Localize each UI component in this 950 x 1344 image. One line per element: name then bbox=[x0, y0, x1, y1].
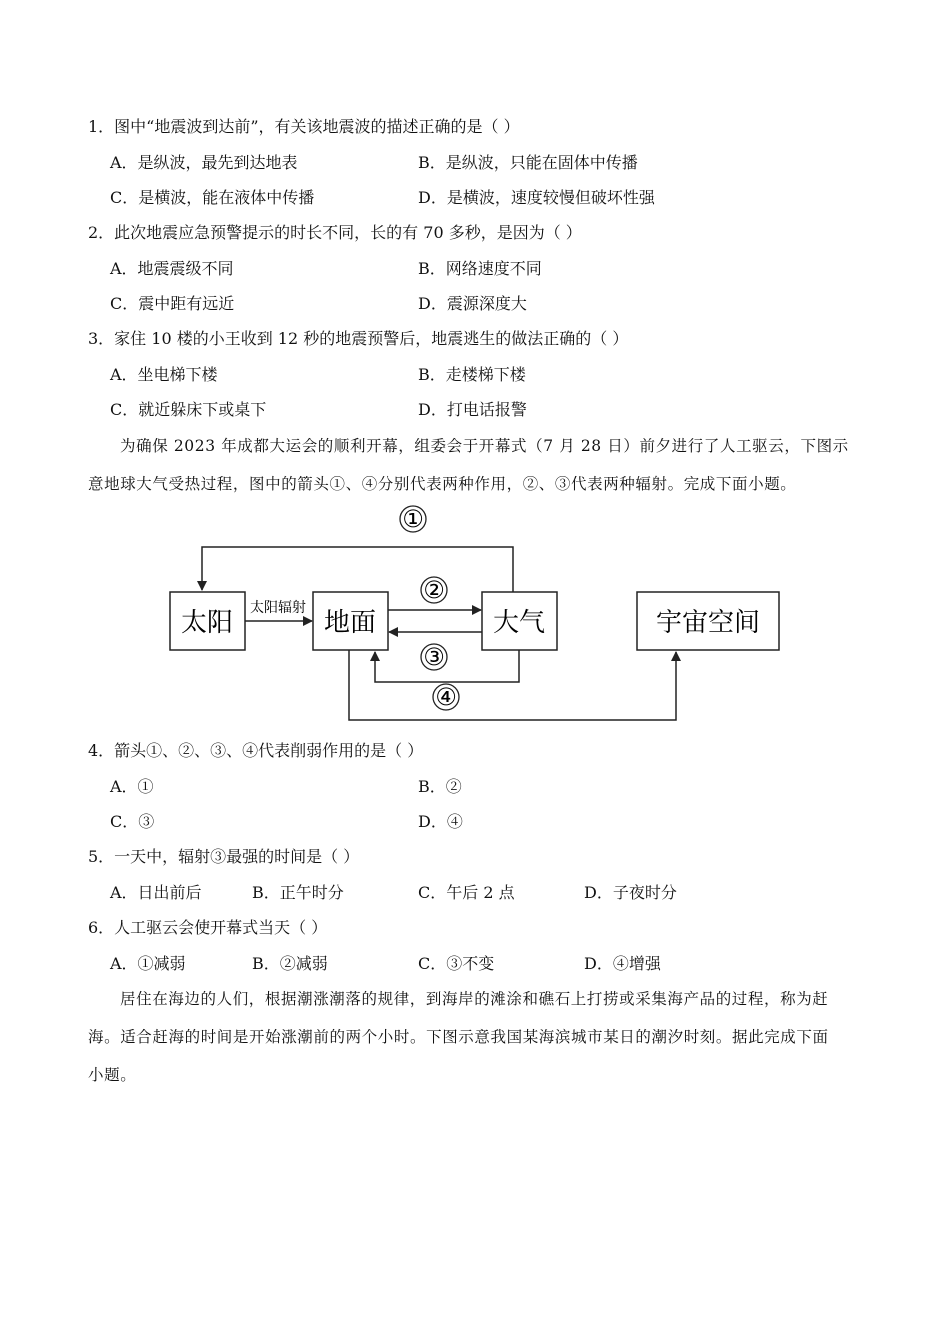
q6-option-d: D．④增强 bbox=[584, 954, 661, 973]
arrow-3-label: ③ bbox=[423, 643, 445, 671]
q4-option-a: A．① bbox=[110, 777, 154, 796]
q5-option-c: C．午后 2 点 bbox=[418, 883, 515, 902]
q5-option-b: B．正午时分 bbox=[252, 883, 344, 902]
q6-option-a: A．①减弱 bbox=[110, 954, 186, 973]
q3-option-d: D．打电话报警 bbox=[418, 400, 527, 419]
q3-option-c: C．就近躲床下或桌下 bbox=[110, 400, 267, 419]
sun-label: 太阳 bbox=[180, 608, 234, 638]
q2-option-c: C．震中距有远近 bbox=[110, 294, 235, 313]
q5-stem: 5．一天中，辐射③最强的时间是（ ） bbox=[88, 847, 360, 866]
q1-option-a: A．是纵波，最先到达地表 bbox=[110, 153, 298, 172]
q2-option-b: B．网络速度不同 bbox=[418, 259, 542, 278]
q6-stem: 6．人工驱云会使开幕式当天（ ） bbox=[88, 918, 328, 937]
q1-option-b: B．是纵波，只能在固体中传播 bbox=[418, 153, 638, 172]
q4-option-b: B．② bbox=[418, 777, 462, 796]
q1-option-c: C．是横波，能在液体中传播 bbox=[110, 188, 315, 207]
q3-option-a: A．坐电梯下楼 bbox=[110, 365, 218, 384]
atmosphere-label: 大气 bbox=[492, 608, 546, 638]
arrow-2-label: ② bbox=[423, 576, 445, 604]
arrow-1-label: ① bbox=[402, 505, 424, 533]
q6-option-c: C．③不变 bbox=[418, 954, 495, 973]
arrow-4-label: ④ bbox=[435, 683, 457, 711]
q1-stem: 1．图中“地震波到达前”，有关该地震波的描述正确的是（ ） bbox=[88, 117, 520, 136]
q4-stem: 4．箭头①、②、③、④代表削弱作用的是（ ） bbox=[88, 741, 424, 760]
q3-option-b: B．走楼梯下楼 bbox=[418, 365, 526, 384]
q2-option-d: D．震源深度大 bbox=[418, 294, 527, 313]
passage-1-line-1: 为确保 2023 年成都大运会的顺利开幕，组委会于开幕式（7 月 28 日）前夕进行了人工驱云，下图示 bbox=[120, 437, 849, 455]
q5-option-d: D．子夜时分 bbox=[584, 883, 677, 902]
passage-1-line-2: 意地球大气受热过程，图中的箭头①、④分别代表两种作用，②、③代表两种辐射。完成下面小题。 bbox=[88, 475, 797, 493]
q2-option-a: A．地震震级不同 bbox=[110, 259, 234, 278]
q5-option-a: A．日出前后 bbox=[110, 883, 202, 902]
q3-stem: 3．家住 10 楼的小王收到 12 秒的地震预警后，地震逃生的做法正确的（ ） bbox=[88, 329, 629, 348]
space-label: 宇宙空间 bbox=[655, 608, 761, 638]
solar-radiation-label: 太阳辐射 bbox=[250, 600, 306, 616]
arrow-4 bbox=[349, 650, 676, 720]
q2-stem: 2．此次地震应急预警提示的时长不同，长的有 70 多秒，是因为（ ） bbox=[88, 223, 582, 242]
arrow-1 bbox=[202, 547, 513, 592]
passage-2-line-3: 小题。 bbox=[88, 1066, 137, 1084]
q4-option-d: D．④ bbox=[418, 812, 463, 831]
q4-option-c: C．③ bbox=[110, 812, 155, 831]
passage-2-line-1: 居住在海边的人们，根据潮涨潮落的规律，到海岸的滩涂和礁石上打捞或采集海产品的过程，称为赶 bbox=[120, 990, 829, 1008]
q6-option-b: B．②减弱 bbox=[252, 954, 328, 973]
passage-2-line-2: 海。适合赶海的时间是开始涨潮前的两个小时。下图示意我国某海滨城市某日的潮汐时刻。据此完成下面 bbox=[88, 1028, 829, 1046]
atmosphere-heating-diagram bbox=[160, 500, 800, 730]
q1-option-d: D．是横波，速度较慢但破坏性强 bbox=[418, 188, 655, 207]
ground-label: 地面 bbox=[323, 608, 377, 638]
